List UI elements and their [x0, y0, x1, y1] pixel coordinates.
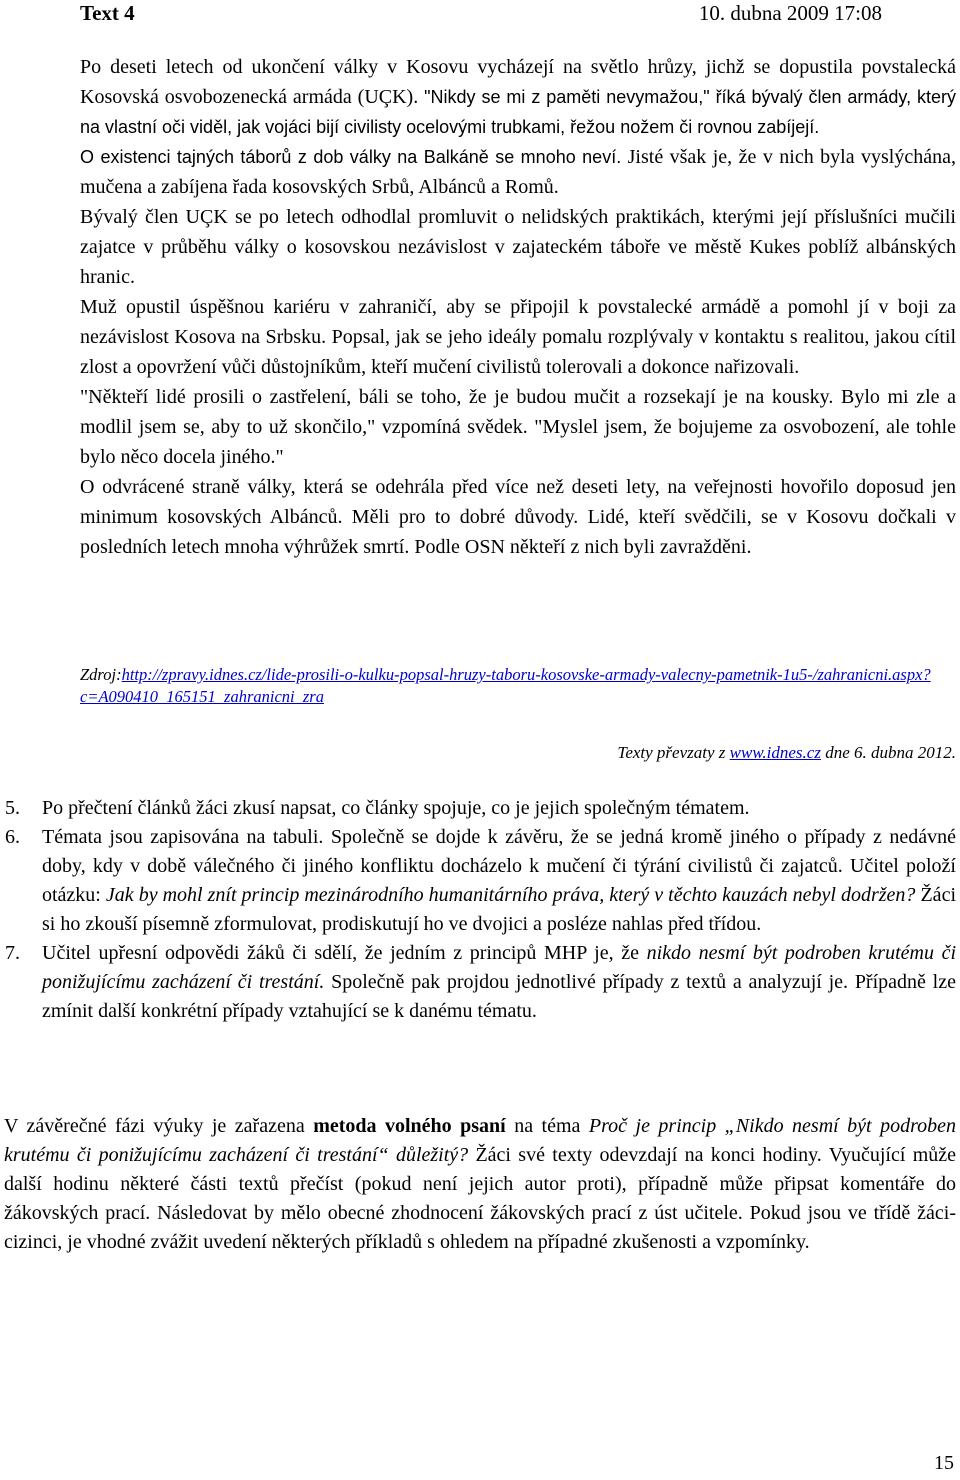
step-number: 6. — [5, 826, 20, 848]
credit-prefix: Texty převzaty z — [617, 743, 730, 762]
closing-text: V závěrečné fázi výuky je zařazena — [4, 1115, 314, 1137]
article-sentence: O existenci tajných táborů z dob války na Balkáně se mnoho neví. — [80, 147, 628, 167]
page-number: 15 — [934, 1452, 954, 1474]
article-sentence: Muž opustil úspěšnou kariéru v zahraničí, aby se připojil k povstalecké armádě a pomohl jí v boji za nezávislost Kosova na Srbsku. — [80, 296, 956, 348]
article-paragraph — [80, 142, 956, 202]
article-sentence: Po deseti letech od ukončení války v Kosovu vycházejí na světlo hrůzy, jichž se dopustila povstalecká Kosovská osvobozenecká armáda (UÇK). — [80, 56, 956, 108]
article-sentence: Popsal, jak se jeho ideály pomalu rozplývaly v kontaktu s realitou, jakou cítil zlost a opovržení vůči důstojníkům, kteří mučení civilistů tolerovali a dokonce nařizovali. — [80, 326, 956, 378]
credit-suffix: dne 6. dubna 2012. — [820, 743, 956, 762]
source-label: Zdroj: — [80, 665, 122, 684]
essay-topic: Proč je princip „Nikdo nesmí být podroben krutému či ponižujícímu zacházení či trestání“ důležitý? — [4, 1115, 957, 1166]
closing-text: Žáci své texty odevzdají na konci hodiny. Vyučující může další hodinu některé části textů přečíst (pokud není jejich autor proti), případně může připsat komentáře do žákovských prací. Následovat by mělo obecné zhodnocení žákovských prací z úst učitele. Pokud jsou ve třídě žáci-cizinci, je vhodné zvážit uvedení některých příkladů s ohledem na případné zkušenosti a vzpomínky. — [4, 1144, 957, 1253]
step-text: Žáci si ho zkouší písemně zformulovat, prodiskutují ho ve dvojici a posléze nahlas před třídou. — [42, 884, 956, 935]
article-paragraph — [80, 52, 956, 142]
article-paragraph — [80, 292, 956, 382]
list-item — [0, 823, 956, 939]
step-text: Učitel upřesní odpovědi žáků či sdělí, že jedním z principů MHP je, že — [42, 942, 647, 964]
article-paragraph: "Někteří lidé prosili o zastřelení, báli se toho, že je budou mučit a rozsekají je na kousky. Bylo mi zle a modlil jsem se, aby to už skončilo," vzpomíná svědek. "Myslel jsem, že bojujeme za osvobození, ale tohle bylo něco docela jiného." — [80, 386, 956, 468]
list-item — [0, 939, 956, 1026]
lesson-steps — [0, 794, 956, 1026]
source-link[interactable]: http://zpravy.idnes.cz/lide-prosili-o-kulku-popsal-hruzy-taboru-kosovske-armady-valecny-pametnik-1u5-/zahranicni.aspx?c=A090410_165151_zahranicni_zra — [80, 665, 931, 706]
closing-paragraph — [4, 1112, 956, 1257]
list-item — [0, 794, 956, 823]
article-paragraph: O odvrácené straně války, která se odehrála před více než deseti lety, na veřejnosti hovořilo doposud jen minimum kosovských Albánců. Měli pro to dobré důvody. Lidé, kteří svědčili, se v Kosovu dočkali v posledních letech mnoha výhrůžek smrtí. Podle OSN někteří z nich byli zavražděni. — [80, 476, 956, 558]
step-text: Témata jsou zapisována na tabuli. Společně se dojde k závěru, že se jedná kromě jiného o případy z nedávné doby, kdy v době válečného či jiného konfliktu docházelo k mučení či týrání civilistů či zajatců. Učitel položí otázku: — [42, 826, 956, 906]
article-body — [80, 52, 956, 562]
step-text: Po přečtení článků žáci zkusí napsat, co články spojuje, co je jejich společným tématem. — [42, 797, 750, 819]
page-header — [80, 0, 882, 26]
article-date: 10. dubna 2009 17:08 — [698, 1, 882, 25]
step-number: 5. — [5, 797, 20, 819]
closing-text: na téma — [505, 1115, 589, 1137]
credit-link[interactable]: www.idnes.cz — [729, 743, 821, 762]
article-sentence: Jisté však je, že v nich byla vyslýchána, mučena a zabíjena řada kosovských Srbů, Albánců a Romů. — [80, 146, 956, 198]
article-paragraph: Bývalý člen UÇK se po letech odhodlal promluvit o nelidských praktikách, kterými její příslušníci mučili zajatce v průběhu války o kosovskou nezávislost v zajateckém táboře ve městě Kukes poblíž albánských hranic. — [80, 206, 956, 288]
credit-line — [617, 741, 956, 765]
step-text: Společně pak projdou jednotlivé případy z textů a analyzují je. Případně lze zmínit další konkrétní případy vztahující se k danému tématu. — [42, 971, 956, 1022]
source-citation — [80, 664, 956, 708]
step-question: Jak by mohl znít princip mezinárodního humanitárního práva, který v těchto kauzách nebyl dodržen? — [105, 884, 916, 906]
text-title: Text 4 — [80, 1, 135, 25]
method-name: metoda volného psaní — [313, 1115, 506, 1137]
article-sentence: "Nikdy se mi z paměti nevymažou," říká bývalý člen armády, který na vlastní oči viděl, jak vojáci bijí civilisty ocelovými trubkami, řežou nožem či rovnou zabíjejí. — [80, 87, 957, 137]
step-principle: nikdo nesmí být podroben krutému či ponižujícímu zacházení či trestání. — [42, 942, 956, 993]
step-number: 7. — [5, 942, 20, 964]
